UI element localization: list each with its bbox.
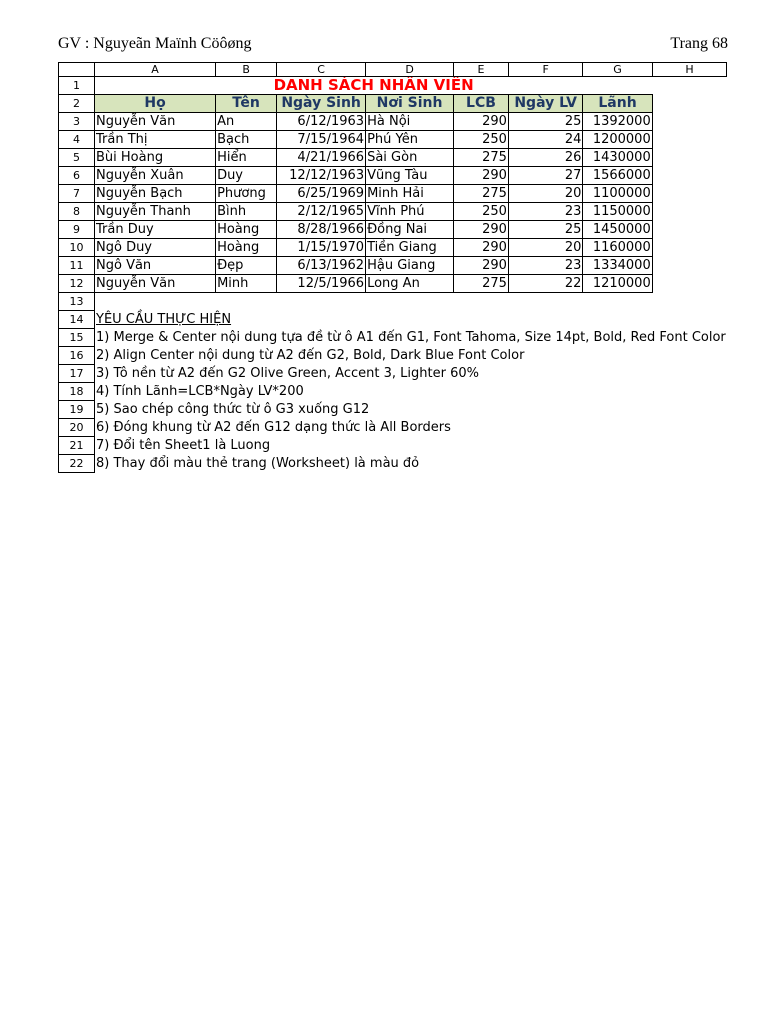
cell-h3[interactable] bbox=[652, 113, 727, 131]
cell-h11[interactable] bbox=[652, 257, 727, 275]
table-cell[interactable]: Phương bbox=[216, 185, 277, 203]
cell-h7[interactable] bbox=[652, 185, 727, 203]
row-header-14[interactable]: 14 bbox=[59, 311, 95, 329]
row-header-1[interactable]: 1 bbox=[59, 77, 95, 95]
table-row bbox=[59, 167, 727, 185]
table-header-cell[interactable]: Ngày Sinh bbox=[277, 95, 366, 113]
table-cell[interactable]: Đẹp bbox=[216, 257, 277, 275]
column-header-h[interactable]: H bbox=[652, 63, 727, 77]
requirement-row bbox=[59, 383, 727, 401]
corner-cell[interactable] bbox=[59, 63, 95, 77]
page-header-author: GV : Nguyeãn Maïnh Cöôøng bbox=[58, 35, 252, 52]
table-cell[interactable]: 290 bbox=[454, 221, 509, 239]
table-row bbox=[59, 239, 727, 257]
title-cell[interactable]: DANH SÁCH NHÂN VIÊN bbox=[273, 76, 474, 94]
table-cell[interactable]: 12/12/1963 bbox=[277, 167, 366, 185]
column-header-b[interactable]: B bbox=[216, 63, 277, 77]
sheet-row-1 bbox=[59, 77, 727, 95]
table-row bbox=[59, 113, 727, 131]
cell-h5[interactable] bbox=[652, 149, 727, 167]
column-header-row bbox=[59, 63, 727, 77]
table-cell[interactable]: 290 bbox=[454, 167, 509, 185]
table-cell[interactable]: 6/25/1969 bbox=[277, 185, 366, 203]
row-header-13[interactable]: 13 bbox=[59, 293, 95, 311]
table-cell[interactable]: 6/12/1963 bbox=[277, 113, 366, 131]
table-cell[interactable]: Ngô Văn bbox=[95, 257, 216, 275]
table-cell[interactable]: 1334000 bbox=[583, 257, 652, 275]
table-cell[interactable]: 1210000 bbox=[583, 275, 652, 293]
table-cell[interactable]: 275 bbox=[454, 275, 509, 293]
row-header-15[interactable]: 15 bbox=[59, 329, 95, 347]
table-cell[interactable]: Nguyễn Bạch bbox=[95, 185, 216, 203]
table-cell[interactable]: 25 bbox=[508, 113, 583, 131]
table-cell[interactable]: Trần Thị bbox=[95, 131, 216, 149]
table-cell[interactable]: Vĩnh Phú bbox=[366, 203, 454, 221]
table-cell[interactable]: 1160000 bbox=[583, 239, 652, 257]
table-cell[interactable]: Bùi Hoàng bbox=[95, 149, 216, 167]
table-cell[interactable]: An bbox=[216, 113, 277, 131]
cell-h8[interactable] bbox=[652, 203, 727, 221]
requirement-row bbox=[59, 347, 727, 365]
table-cell[interactable]: 8/28/1966 bbox=[277, 221, 366, 239]
sheet-row-13 bbox=[59, 293, 727, 311]
row-header-8[interactable]: 8 bbox=[59, 203, 95, 221]
table-cell[interactable]: Bạch bbox=[216, 131, 277, 149]
table-cell[interactable]: Trần Duy bbox=[95, 221, 216, 239]
table-cell[interactable]: 4/21/1966 bbox=[277, 149, 366, 167]
row-header-2[interactable]: 2 bbox=[59, 95, 95, 113]
table-row bbox=[59, 131, 727, 149]
table-cell[interactable]: 23 bbox=[508, 203, 583, 221]
table-cell[interactable]: Hoàng bbox=[216, 221, 277, 239]
row-header-11[interactable]: 11 bbox=[59, 257, 95, 275]
row-header-6[interactable]: 6 bbox=[59, 167, 95, 185]
row-header-18[interactable]: 18 bbox=[59, 383, 95, 401]
table-row bbox=[59, 185, 727, 203]
table-cell[interactable]: 250 bbox=[454, 203, 509, 221]
table-cell[interactable]: 290 bbox=[454, 239, 509, 257]
table-cell[interactable]: Tiền Giang bbox=[366, 239, 454, 257]
table-cell[interactable]: 27 bbox=[508, 167, 583, 185]
cell-h4[interactable] bbox=[652, 131, 727, 149]
blank-cell[interactable] bbox=[95, 293, 727, 311]
table-cell[interactable]: 2/12/1965 bbox=[277, 203, 366, 221]
table-row bbox=[59, 257, 727, 275]
requirement-row bbox=[59, 329, 727, 347]
table-cell[interactable]: 290 bbox=[454, 113, 509, 131]
table-cell[interactable]: 275 bbox=[454, 185, 509, 203]
table-cell[interactable]: 1150000 bbox=[583, 203, 652, 221]
requirement-text[interactable]: 2) Align Center nội dung từ A2 đến G2, Bold, Dark Blue Font Color bbox=[96, 348, 525, 363]
column-header-f[interactable]: F bbox=[508, 63, 583, 77]
table-cell[interactable]: Nguyễn Văn bbox=[95, 275, 216, 293]
table-row bbox=[59, 221, 727, 239]
row-header-5[interactable]: 5 bbox=[59, 149, 95, 167]
requirement-row bbox=[59, 401, 727, 419]
column-header-c[interactable]: C bbox=[277, 63, 366, 77]
row-header-9[interactable]: 9 bbox=[59, 221, 95, 239]
table-cell[interactable]: Sài Gòn bbox=[366, 149, 454, 167]
table-cell[interactable]: 22 bbox=[508, 275, 583, 293]
table-cell[interactable]: Đồng Nai bbox=[366, 221, 454, 239]
table-cell[interactable]: 26 bbox=[508, 149, 583, 167]
cell-h2[interactable] bbox=[652, 95, 727, 113]
table-row bbox=[59, 275, 727, 293]
row-header-20[interactable]: 20 bbox=[59, 419, 95, 437]
table-cell[interactable]: Hiển bbox=[216, 149, 277, 167]
column-header-e[interactable]: E bbox=[454, 63, 509, 77]
requirement-text[interactable]: 6) Đóng khung từ A2 đến G12 dạng thức là All Borders bbox=[96, 420, 451, 435]
page-number: Trang 68 bbox=[670, 35, 728, 52]
sheet-row-14 bbox=[59, 311, 727, 329]
row-header-22[interactable]: 22 bbox=[59, 455, 95, 473]
row-header-12[interactable]: 12 bbox=[59, 275, 95, 293]
table-header-cell[interactable]: Ngày LV bbox=[508, 95, 583, 113]
requirement-text[interactable]: 7) Đổi tên Sheet1 là Luong bbox=[96, 438, 271, 453]
table-cell[interactable]: 1392000 bbox=[583, 113, 652, 131]
table-cell[interactable]: 1100000 bbox=[583, 185, 652, 203]
table-cell[interactable]: Long An bbox=[366, 275, 454, 293]
table-header-cell[interactable]: LCB bbox=[454, 95, 509, 113]
requirements-title[interactable]: YÊU CẦU THỰC HIỆN bbox=[96, 312, 232, 327]
table-cell[interactable]: 20 bbox=[508, 185, 583, 203]
table-cell[interactable]: 7/15/1964 bbox=[277, 131, 366, 149]
cell-h9[interactable] bbox=[652, 221, 727, 239]
column-header-d[interactable]: D bbox=[366, 63, 454, 77]
column-header-a[interactable]: A bbox=[95, 63, 216, 77]
requirement-row bbox=[59, 437, 727, 455]
table-cell[interactable]: 1/15/1970 bbox=[277, 239, 366, 257]
table-cell[interactable]: Vũng Tàu bbox=[366, 167, 454, 185]
table-row bbox=[59, 203, 727, 221]
table-cell[interactable]: Hoàng bbox=[216, 239, 277, 257]
requirement-text[interactable]: 5) Sao chép công thức từ ô G3 xuống G12 bbox=[96, 402, 370, 417]
table-cell[interactable]: 275 bbox=[454, 149, 509, 167]
row-header-19[interactable]: 19 bbox=[59, 401, 95, 419]
table-cell[interactable]: 1450000 bbox=[583, 221, 652, 239]
cell-h1[interactable] bbox=[652, 77, 727, 95]
table-cell[interactable]: 1430000 bbox=[583, 149, 652, 167]
sheet-row-2 bbox=[59, 95, 727, 113]
table-cell[interactable]: 23 bbox=[508, 257, 583, 275]
row-header-7[interactable]: 7 bbox=[59, 185, 95, 203]
table-cell[interactable]: Bình bbox=[216, 203, 277, 221]
requirement-row bbox=[59, 365, 727, 383]
row-header-21[interactable]: 21 bbox=[59, 437, 95, 455]
table-cell[interactable]: Nguyễn Xuân bbox=[95, 167, 216, 185]
table-cell[interactable]: 1200000 bbox=[583, 131, 652, 149]
table-cell[interactable]: Phú Yên bbox=[366, 131, 454, 149]
table-cell[interactable]: 24 bbox=[508, 131, 583, 149]
requirement-text[interactable]: 1) Merge & Center nội dung tựa đề từ ô A1 đến G1, Font Tahoma, Size 14pt, Bold, Red Font Color bbox=[96, 330, 726, 345]
table-cell[interactable]: 1566000 bbox=[583, 167, 652, 185]
table-cell[interactable]: Nguyễn Thanh bbox=[95, 203, 216, 221]
cell-h12[interactable] bbox=[652, 275, 727, 293]
cell-h6[interactable] bbox=[652, 167, 727, 185]
table-cell[interactable]: 6/13/1962 bbox=[277, 257, 366, 275]
row-header-4[interactable]: 4 bbox=[59, 131, 95, 149]
table-cell[interactable]: 25 bbox=[508, 221, 583, 239]
requirement-row bbox=[59, 455, 727, 473]
table-cell[interactable]: 290 bbox=[454, 257, 509, 275]
table-cell[interactable]: Minh Hải bbox=[366, 185, 454, 203]
requirement-text[interactable]: 4) Tính Lãnh=LCB*Ngày LV*200 bbox=[96, 384, 304, 399]
column-header-g[interactable]: G bbox=[583, 63, 652, 77]
requirement-row bbox=[59, 419, 727, 437]
table-header-cell[interactable]: Tên bbox=[216, 95, 277, 113]
table-header-cell[interactable]: Họ bbox=[95, 95, 216, 113]
requirement-text[interactable]: 3) Tô nền từ A2 đến G2 Olive Green, Accent 3, Lighter 60% bbox=[96, 366, 479, 381]
table-cell[interactable]: 12/5/1966 bbox=[277, 275, 366, 293]
table-header-cell[interactable]: Nơi Sinh bbox=[366, 95, 454, 113]
table-header-cell[interactable]: Lãnh bbox=[583, 95, 652, 113]
table-cell[interactable]: Hà Nội bbox=[366, 113, 454, 131]
row-header-3[interactable]: 3 bbox=[59, 113, 95, 131]
table-cell[interactable]: Minh bbox=[216, 275, 277, 293]
table-row bbox=[59, 149, 727, 167]
row-header-10[interactable]: 10 bbox=[59, 239, 95, 257]
table-cell[interactable]: Hậu Giang bbox=[366, 257, 454, 275]
spreadsheet bbox=[58, 62, 727, 473]
row-header-17[interactable]: 17 bbox=[59, 365, 95, 383]
table-cell[interactable]: Ngô Duy bbox=[95, 239, 216, 257]
row-header-16[interactable]: 16 bbox=[59, 347, 95, 365]
cell-h10[interactable] bbox=[652, 239, 727, 257]
table-cell[interactable]: Nguyễn Văn bbox=[95, 113, 216, 131]
table-cell[interactable]: Duy bbox=[216, 167, 277, 185]
table-cell[interactable]: 250 bbox=[454, 131, 509, 149]
table-cell[interactable]: 20 bbox=[508, 239, 583, 257]
requirement-text[interactable]: 8) Thay đổi màu thẻ trang (Worksheet) là màu đỏ bbox=[96, 456, 420, 471]
